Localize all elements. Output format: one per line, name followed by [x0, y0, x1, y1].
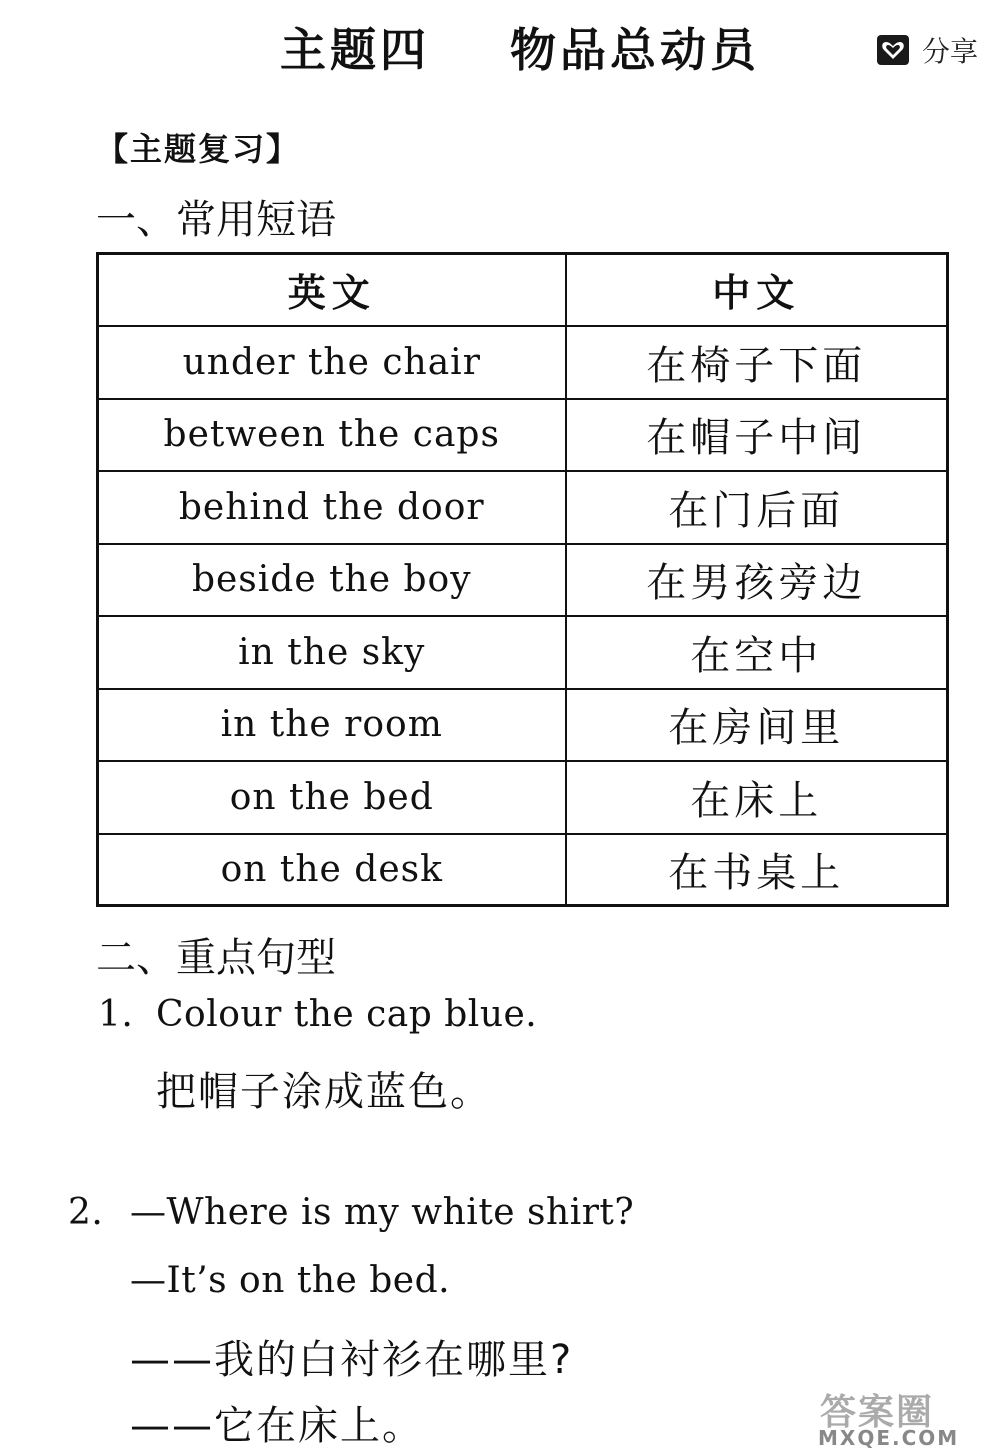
item-number: 2. [68, 1192, 104, 1233]
dialogue-question-english: —Where is my white shirt? [130, 1192, 635, 1233]
table-row [98, 399, 948, 471]
table-row [98, 471, 948, 544]
phrase-chinese: 在男孩旁边 [566, 544, 948, 616]
section-heading-sentences: 二、重点句型 [96, 935, 336, 981]
table-header-row [98, 254, 948, 326]
share-label: 分享 [922, 35, 979, 68]
phrase-chinese: 在床上 [566, 761, 948, 834]
phrase-chinese: 在书桌上 [566, 834, 948, 906]
table-row [98, 326, 948, 399]
phrase-english: behind the door [98, 471, 566, 544]
phrase-table [96, 252, 949, 907]
watermark-site: MXQE.COM [818, 1426, 960, 1450]
heart-share-icon [874, 32, 912, 68]
item-number: 1. [98, 994, 134, 1035]
phrase-chinese: 在房间里 [566, 689, 948, 761]
column-header-english: 英文 [98, 254, 566, 326]
table-row [98, 616, 948, 689]
share-button[interactable] [874, 30, 978, 70]
phrase-english: in the sky [98, 616, 566, 689]
sentence-chinese: 把帽子涂成蓝色。 [156, 1069, 492, 1115]
phrase-english: beside the boy [98, 544, 566, 616]
dialogue-answer-english: —It’s on the bed. [130, 1260, 451, 1301]
phrase-english: between the caps [98, 399, 566, 471]
phrase-english: on the bed [98, 761, 566, 834]
table-row [98, 834, 948, 906]
phrase-chinese: 在帽子中间 [566, 399, 948, 471]
dialogue-question-chinese: ——我的白衬衫在哪里? [130, 1337, 574, 1383]
watermark-seal: 答案圈 [820, 1392, 935, 1433]
page-title: 主题四 物品总动员 [279, 23, 761, 77]
dialogue-answer-chinese: ——它在床上。 [130, 1403, 424, 1449]
review-header: 【主题复习】 [96, 130, 301, 168]
table-row [98, 544, 948, 616]
section-heading-phrases: 一、常用短语 [96, 197, 336, 243]
phrase-english: in the room [98, 689, 566, 761]
sentence-english: Colour the cap blue. [156, 994, 538, 1035]
table-row [98, 761, 948, 834]
phrase-chinese: 在椅子下面 [566, 326, 948, 399]
phrase-english: on the desk [98, 834, 566, 906]
phrase-english: under the chair [98, 326, 566, 399]
column-header-chinese: 中文 [566, 254, 948, 326]
phrase-chinese: 在门后面 [566, 471, 948, 544]
table-row [98, 689, 948, 761]
phrase-chinese: 在空中 [566, 616, 948, 689]
